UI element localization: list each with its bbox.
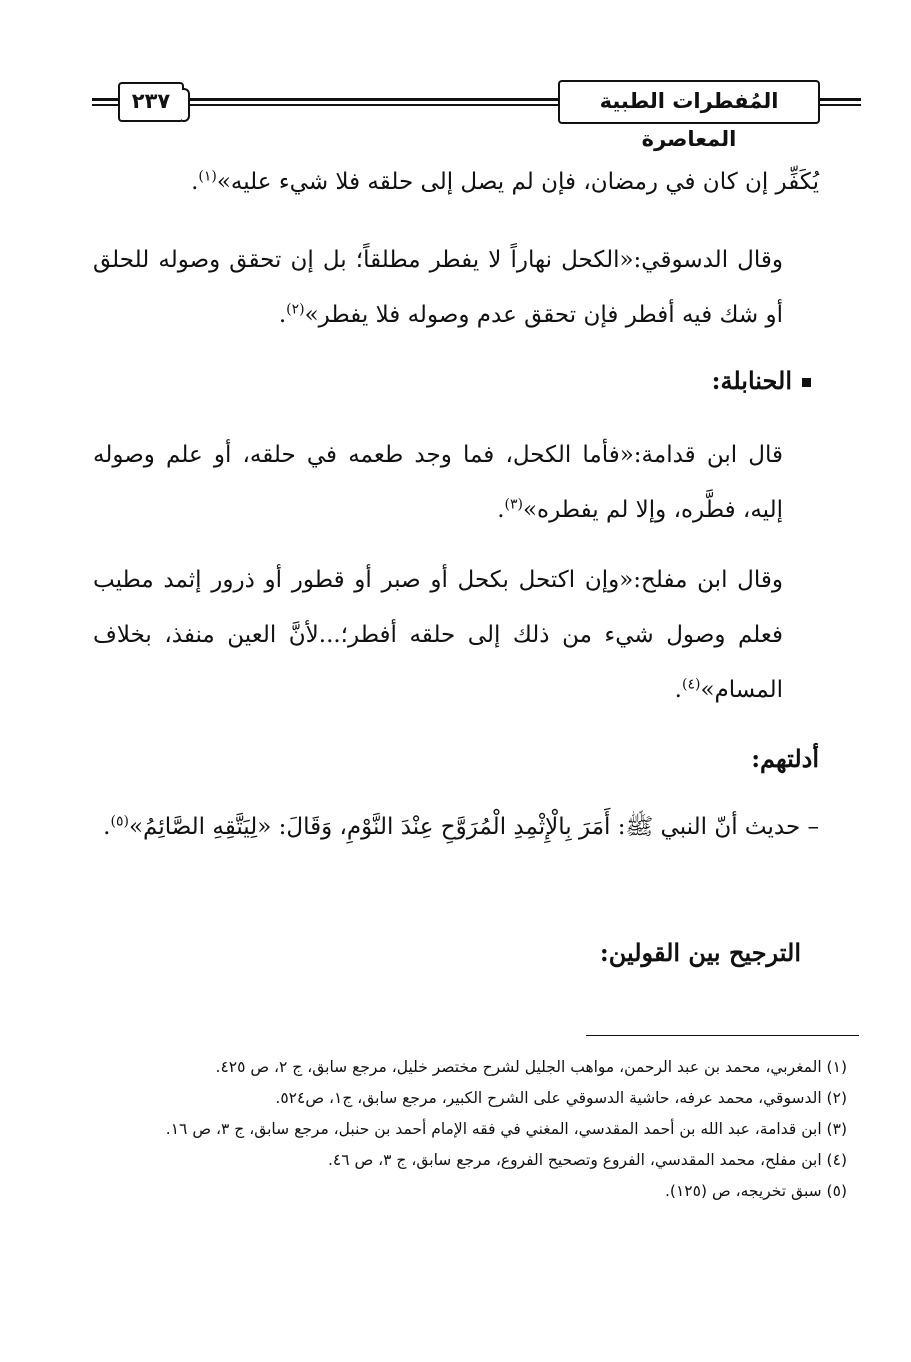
footnote-separator (586, 1035, 859, 1036)
footnote-ref: (٥) (110, 813, 129, 830)
paragraph-hadith (93, 800, 819, 855)
footnote-ref: (٤) (681, 676, 701, 693)
paragraph-end: . (103, 814, 111, 840)
paragraph-text: قال ابن قدامة:«فأما الكحل، فما وجد طعمه في حلقه، أو علم وصوله إليه، فطَّره، وإلا لم يفطره» (93, 442, 783, 523)
paragraph-end: . (191, 169, 199, 195)
footnote-1: (١) المغربي، محمد بن عبد الرحمن، مواهب الجليل لشرح مختصر خليل، مرجع سابق، ج ٢، ص ٤٢٥. (215, 1058, 847, 1076)
footnote-3: (٣) ابن قدامة، عبد الله بن أحمد المقدسي، المغني في فقه الإمام أحمد بن حنبل، مرجع سابق، ج ٣، ص ١٦. (165, 1120, 847, 1138)
footnote-2: (٢) الدسوقي، محمد عرفه، حاشية الدسوقي على الشرح الكبير، مرجع سابق، ج١، ص٥٢٤. (275, 1089, 847, 1107)
paragraph-end: . (497, 497, 505, 523)
footnote-ref: (٣) (504, 496, 523, 513)
square-bullet-icon (802, 378, 811, 387)
section-heading-hanabila (712, 366, 811, 395)
paragraph-ibn-muflih (93, 553, 819, 718)
heading-text: الحنابلة: (711, 366, 792, 395)
paragraph-text: – حديث أنّ النبي ﷺ: أَمَرَ بِالْإِثْمِدِ الْمُرَوَّحِ عِنْدَ النَّوْمِ، وَقَالَ: «لِيَتَّقِهِ الصَّائِمُ» (128, 814, 819, 840)
paragraph-dasuqi (93, 233, 819, 343)
section-heading-evidence: أدلتهم: (751, 744, 819, 773)
section-heading-tarjih: الترجيح بين القولين: (599, 938, 801, 967)
running-title: المُفطرات الطبية المعاصرة (558, 80, 820, 124)
paragraph-text: يُكَفِّر إن كان في رمضان، فإن لم يصل إلى حلقه فلا شيء عليه» (216, 169, 819, 195)
footnote-ref: (١) (198, 168, 217, 185)
paragraph-text: وقال ابن مفلح:«وإن اكتحل بكحل أو صبر أو قطور أو ذرور إثمد مطيب فعلم وصول شيء من ذلك إلى حلقه أفطر؛...لأنَّ العين منفذ، بخلاف المسام» (93, 567, 783, 703)
footnotes (87, 1052, 847, 1207)
paragraph-ibn-qudama (93, 428, 819, 538)
footnote-ref: (٢) (286, 301, 305, 318)
paragraph-end: . (674, 677, 682, 703)
footnote-5: (٥) سبق تخريجه، ص (١٢٥). (665, 1182, 847, 1200)
footnote-4: (٤) ابن مفلح، محمد المقدسي، الفروع وتصحيح الفروع، مرجع سابق، ج ٣، ص ٤٦. (327, 1151, 847, 1169)
paragraph-text: وقال الدسوقي:«الكحل نهاراً لا يفطر مطلقاً؛ بل إن تحقق وصوله للحلق أو شك فيه أفطر فإن تحقق عدم وصوله فلا يفطر» (93, 247, 783, 328)
page-number: ٢٣٧ (118, 82, 184, 122)
paragraph-end: . (278, 302, 287, 328)
paragraph-continuation (93, 155, 819, 210)
